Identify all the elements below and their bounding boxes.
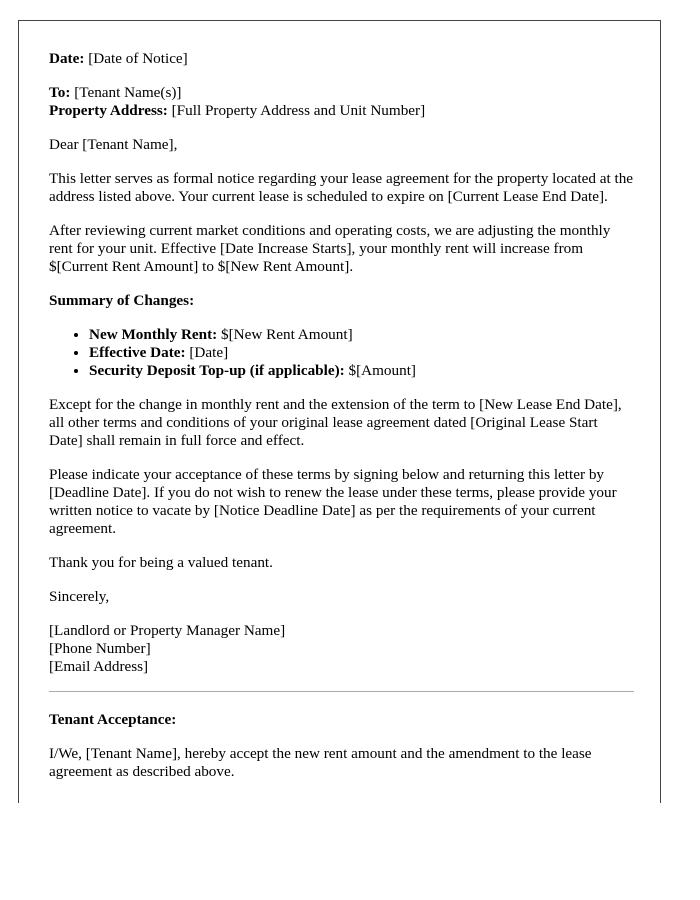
acceptance-instructions-paragraph: Please indicate your acceptance of these terms by signing below and returning this letter by [Deadline Date]. If you do not wish to renew the lease under these terms, please provide your written notice to vacate by [Notice Deadline Date] as per the requirements of your current agreement. <box>49 466 617 537</box>
sender-email: [Email Address] <box>49 658 149 675</box>
tenant-acceptance-statement: I/We, [Tenant Name], hereby accept the new rent amount and the amendment to the lease agreement as described above. <box>49 745 592 780</box>
recipient-block <box>49 84 634 120</box>
tenant-acceptance-heading <box>49 711 634 729</box>
tenant-acceptance-heading-text: Tenant Acceptance: <box>49 711 177 728</box>
summary-item-label: Effective Date: <box>89 344 186 361</box>
summary-item-label: New Monthly Rent: <box>89 326 218 343</box>
summary-heading-text: Summary of Changes: <box>49 292 195 309</box>
date-line <box>49 50 634 68</box>
summary-item-effective-date <box>89 344 634 362</box>
summary-item-new-rent <box>89 326 634 344</box>
valediction: Sincerely, <box>49 588 110 605</box>
terms-paragraph: Except for the change in monthly rent and the extension of the term to [New Lease End Date], all other terms and conditions of your original lease agreement dated [Original Lease Start Date] shall remain in full force and effect. <box>49 396 622 449</box>
letter-page <box>18 20 661 803</box>
signature-block <box>49 622 634 676</box>
to-label: To: <box>49 84 71 101</box>
sender-name: [Landlord or Property Manager Name] <box>49 622 286 639</box>
letter-body <box>49 50 634 797</box>
summary-heading <box>49 292 634 310</box>
summary-item-security-deposit <box>89 362 634 380</box>
intro-paragraph: This letter serves as formal notice regarding your lease agreement for the property located at the address listed above. Your current lease is scheduled to expire on [Current Lease End Date]. <box>49 170 634 205</box>
to-value: [Tenant Name(s)] <box>74 84 182 101</box>
date-label: Date: <box>49 50 85 67</box>
summary-item-value: $[New Rent Amount] <box>217 326 353 343</box>
rent-change-paragraph: After reviewing current market conditions and operating costs, we are adjusting the monthly rent for your unit. Effective [Date Increase Starts], your monthly rent will increase from $[Current Rent Amount] to $[New Rent Amount]. <box>49 222 611 275</box>
date-value: [Date of Notice] <box>88 50 188 67</box>
thanks-line: Thank you for being a valued tenant. <box>49 554 273 571</box>
summary-item-value: [Date] <box>185 344 229 361</box>
summary-item-value: $[Amount] <box>344 362 416 379</box>
summary-item-label: Security Deposit Top-up (if applicable): <box>89 362 345 379</box>
summary-list <box>49 326 634 380</box>
sender-phone: [Phone Number] <box>49 640 151 657</box>
section-divider <box>49 691 634 692</box>
salutation: Dear [Tenant Name], <box>49 136 178 153</box>
property-address-value: [Full Property Address and Unit Number] <box>171 102 426 119</box>
property-address-label: Property Address: <box>49 102 168 119</box>
